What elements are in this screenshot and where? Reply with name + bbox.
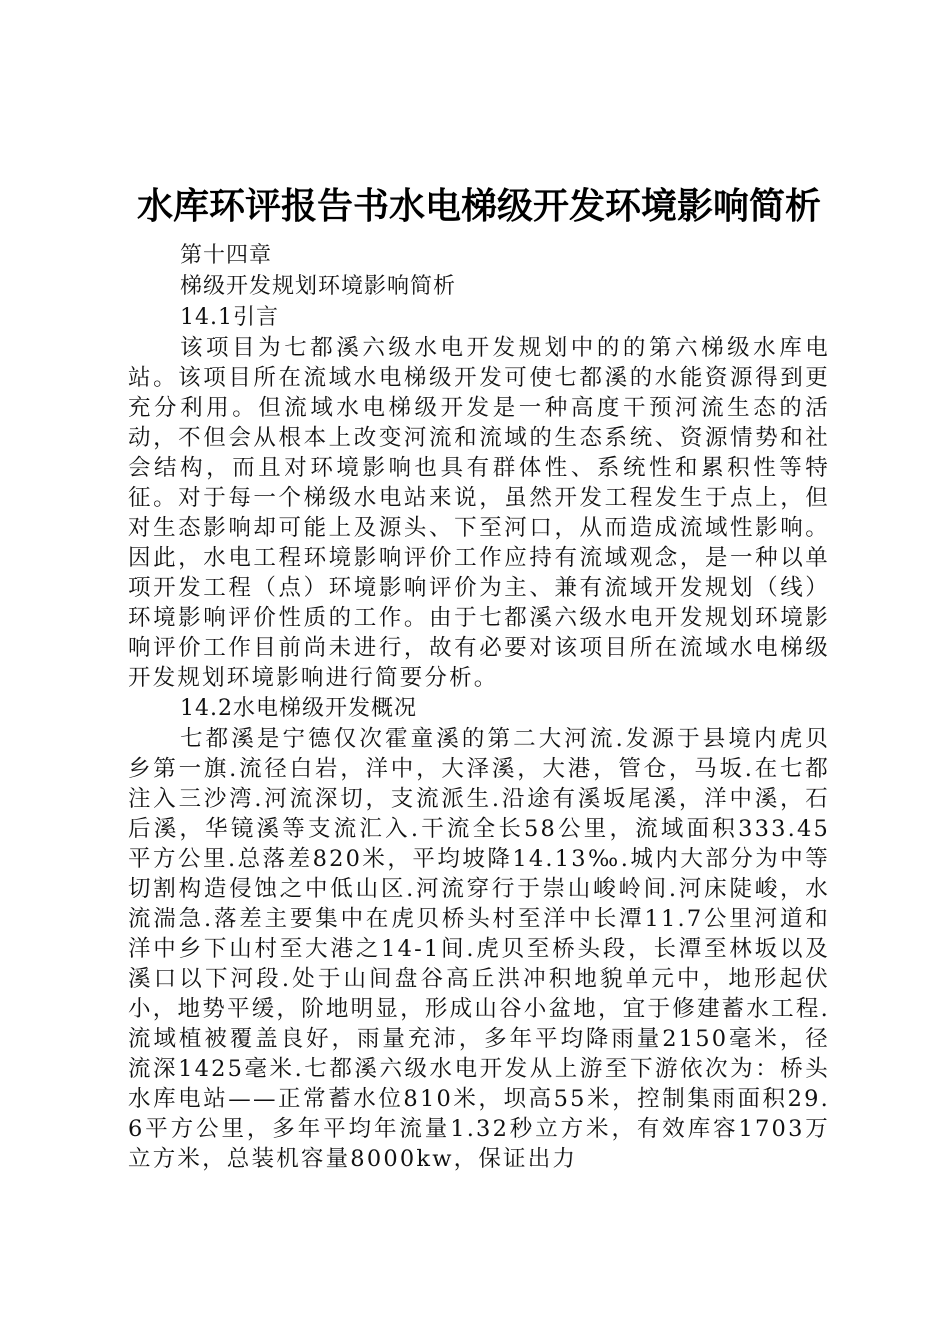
chapter-number: 第十四章 [180,243,273,268]
overview-paragraph: 七都溪是宁德仅次霍童溪的第二大河流.发源于县境内虎贝乡第一旗.流径白岩，洋中，大泽溪，大港，管仓，马坂.在七都注入三沙湾.河流深切，支流派生.沿途有溪坂尾溪，洋中溪，石后溪，华镜溪等支流汇入.干流全长58公里，流域面积333.45平方公里.总落差820米，平均坡降14.13‰.城内大部分为中等切割构造侵蚀之中低山区.河流穿行于崇山峻岭间.河床陡峻，水流湍急.落差主要集中在虎贝桥头村至洋中长潭11.7公里河道和洋中乡下山村至大港之14-1间.虎贝至桥头段，长潭至林坂以及溪口以下河段.处于山间盘谷高丘洪冲积地貌单元中，地形起伏小，地势平缓，阶地明显，形成山谷小盆地，宜于修建蓄水工程.流域植被覆盖良好，雨量充沛，多年平均降雨量2150毫米，径流深1425毫米.七都溪六级水电开发从上游至下游依次为：桥头水库电站——正常蓄水位810米，坝高55米，控制集雨面积29.6平方公里，多年平均年流量1.32秒立方米，有效库容1703万立方米，总装机容量8000kw，保证出力 [128,726,830,1172]
section-heading-intro: 14.1引言 [180,305,279,330]
section-heading-overview: 14.2水电梯级开发概况 [180,696,417,721]
document-page [128,180,830,1174]
document-title: 水库环评报告书水电梯级开发环境影响简析 [136,185,821,227]
intro-paragraph: 该项目为七都溪六级水电开发规划中的的第六梯级水库电站。该项目所在流域水电梯级开发可使七都溪的水能资源得到更充分利用。但流域水电梯级开发是一种高度干预河流生态的活动，不但会从根本上改变河流和流域的生态系统、资源情势和社会结构，而且对环境影响也具有群体性、系统性和累积性等特征。对于每一个梯级水电站来说，虽然开发工程发生于点上，但对生态影响却可能上及源头、下至河口，从而造成流域性影响。因此，水电工程环境影响评价工作应持有流域观念，是一种以单项开发工程（点）环境影响评价为主、兼有流域开发规划（线）环境影响评价性质的工作。由于七都溪六级水电开发规划环境影响评价工作目前尚未进行，故有必要对该项目所在流域水电梯级开发规划环境影响进行简要分析。 [128,335,830,691]
chapter-title: 梯级开发规划环境影响简析 [180,274,457,299]
